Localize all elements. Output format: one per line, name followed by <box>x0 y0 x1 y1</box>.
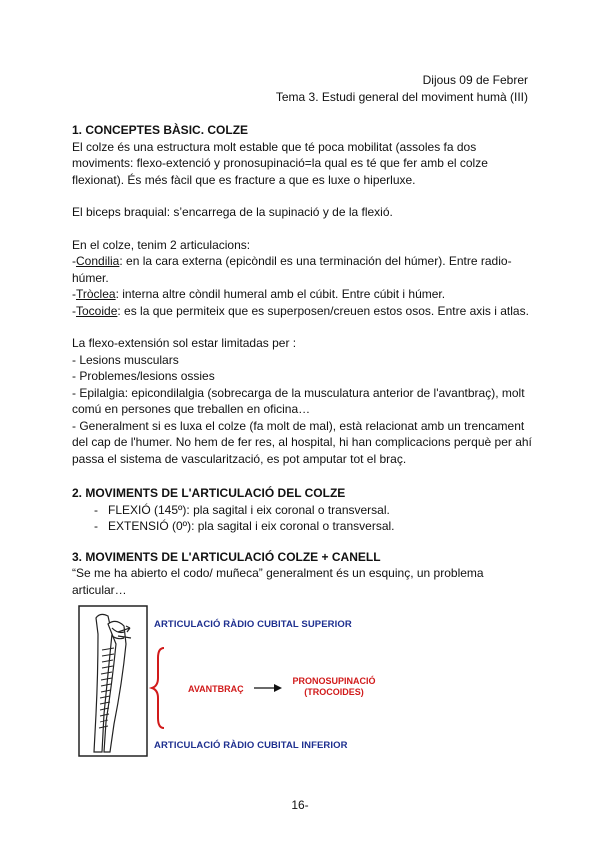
forearm-figure <box>78 604 388 760</box>
section3-title: 3. MOVIMENTS DE L'ARTICULACIÓ COLZE + CANELL <box>72 549 381 564</box>
movement-item: - FLEXIÓ (145º): pla sagital i eix coronal o transversal. <box>90 502 532 519</box>
label-inferior-joint: ARTICULACIÓ RÀDIO CUBITAL INFERIOR <box>154 740 348 751</box>
articulation-term: Tocoide <box>76 303 118 318</box>
label-pronosupination: PRONOSUPINACIÓ (TROCOIDES) <box>292 676 376 697</box>
document-header <box>276 72 528 105</box>
page-number: 16- <box>291 798 309 812</box>
articulations-intro: En el colze, tenim 2 articulacions: <box>72 237 251 252</box>
document-body <box>72 122 532 598</box>
section2-title: 2. MOVIMENTS DE L'ARTICULACIÓ DEL COLZE <box>72 486 346 500</box>
section1-biceps: El biceps braquial: s’encarrega de la supinació y de la flexió. <box>72 205 393 219</box>
articulation-term: Condilia <box>76 254 120 268</box>
articulation-item: -Tròclea: interna altre còndil humeral amb el cúbit. Entre cúbit i húmer. <box>72 287 446 301</box>
section1-intro: El colze és una estructura molt estable que té poca mobilitat (assoles fa dos moviments: flexo-extenció y pronosupinació=la qual es té que fer amb el colze flexionat). És més fàcil que es fracture a que es luxe o hiperluxe. <box>72 139 488 187</box>
limits-intro: La flexo-extensión sol estar limitadas per : <box>72 336 297 350</box>
movement-item: - EXTENSIÓ (0º): pla sagital i eix coronal o transversal. <box>90 518 532 535</box>
limit-item: - Generalment si es luxa el colze (fa molt de mal), està relacionat amb un trencament del cap de l'humer. No hem de fer res, al hospital, hi han complicacions perquè per ahí passa el sistema de vascularització, es pot amputar tot el braç. <box>72 418 532 466</box>
arrow-right-icon <box>254 684 282 692</box>
limit-item: - Epilalgia: epicondilalgia (sobrecarga de la musculatura anterior de l'avantbraç), molt comú en persones que treballen en oficina… <box>72 385 525 416</box>
limit-item: - Lesions musculars <box>72 352 179 367</box>
articulation-term: Tròclea <box>76 287 116 301</box>
articulation-item: -Condilia: en la cara externa (epicòndil es una terminación del húmer). Entre radio-húmer. <box>72 254 512 285</box>
section3-text: “Se me ha abierto el codo/ muñeca” generalment és un esquinç, un problema articular… <box>72 566 484 597</box>
header-topic: Tema 3. Estudi general del moviment humà (III) <box>275 89 528 104</box>
section1-title: 1. CONCEPTES BÀSIC. COLZE <box>72 123 249 137</box>
brace-icon <box>152 648 164 728</box>
label-forearm: AVANTBRAÇ <box>188 684 244 694</box>
label-superior-joint: ARTICULACIÓ RÀDIO CUBITAL SUPERIOR <box>154 619 352 630</box>
limit-item: - Problemes/lesions ossies <box>72 369 215 383</box>
header-date: Dijous 09 de Febrer <box>422 73 528 87</box>
articulation-item: -Tocoide: es la que permiteix que es superposen/creuen estos osos. Entre axis i atlas. <box>72 303 529 318</box>
